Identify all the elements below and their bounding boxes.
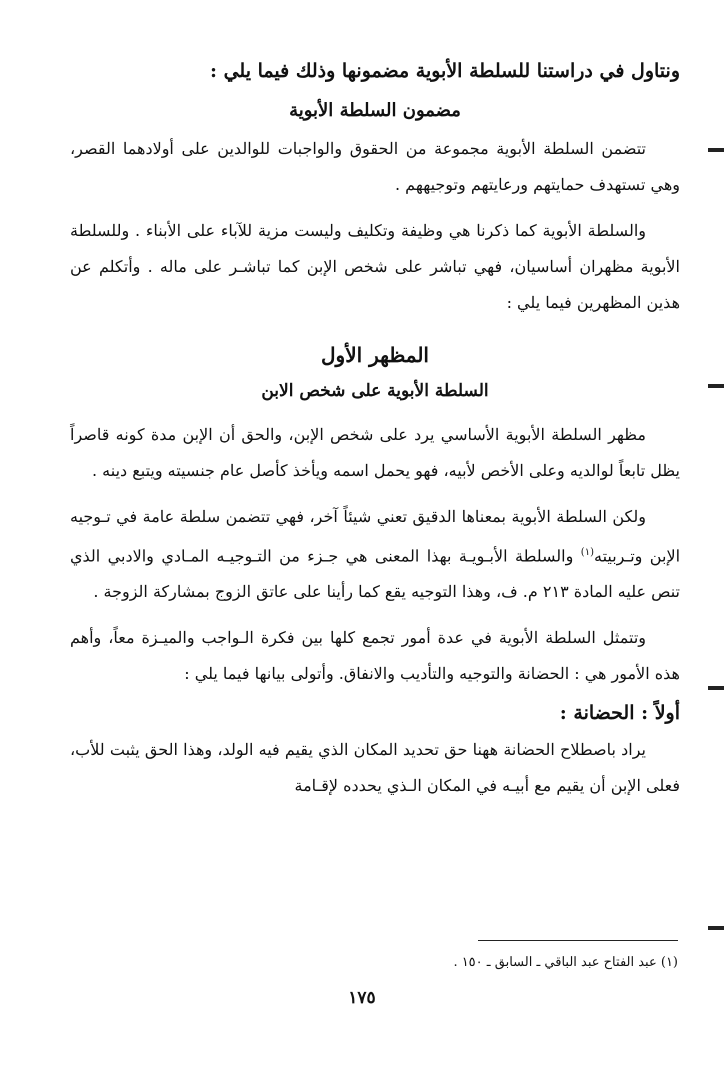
footnote: (١) عبد الفتاح عبد الباقي ـ السابق ـ ١٥٠ . [453, 955, 678, 970]
margin-mark [708, 686, 724, 690]
paragraph-4-part-2: والسلطة الأبـويـة بهذا المعنى هي جـزء من التـوجيـه المـادي والادبي الذي تنص عليه المادة ٢١٣ م. ف، وهذا التوجيه يقع كما رأينا على عاتق الزوج بمشاركة الزوجة . [70, 546, 680, 602]
paragraph-6: يراد باصطلاح الحضانة ههنا حق تحديد المكان الذي يقيم فيه الولد، وهذا الحق يثبت للأب، فعلى الإبن أن يقيم مع أبيـه في المكان الـذي يحدده لإقـامة [70, 740, 680, 796]
section-subtitle: السلطة الأبوية على شخص الابن [261, 381, 489, 401]
paragraph-4 [70, 499, 680, 610]
section-title-first-aspect: المظهر الأول [321, 343, 429, 367]
paragraph-3: مظهر السلطة الأبوية الأساسي يرد على شخص الإبن، والحق أن الإبن مدة كونه قاصراً يظل تابعاً لوالديه وعلى الأخص لأبيه، فهو يحمل اسمه ويأخذ كأصل عام جنسيته ويتبع دينه . [70, 425, 680, 480]
margin-mark [708, 384, 724, 388]
page-body [70, 60, 680, 814]
content-title: مضمون السلطة الأبوية [289, 100, 461, 121]
intro-line: ونتاول في دراستنا للسلطة الأبوية مضمونها وذلك فيما يلي : [209, 60, 680, 82]
page-number: ١٧٥ [348, 988, 376, 1008]
margin-mark [708, 926, 724, 930]
footnote-divider [478, 940, 678, 941]
paragraph-4-part-1: ولكن السلطة الأبوية بمعناها الدقيق تعني شيئاً آخر، فهي تتضمن سلطة عامة في تـوجيه الإبن وتـربيته [70, 507, 681, 566]
paragraph-5: وتتمثل السلطة الأبوية في عدة أمور تجمع كلها بين فكرة الـواجب والميـزة معاً، وأهم هذه الأمور هي : الحضانة والتوجيه والتأديب والانفاق. وأتولى بيانها فيما يلي : [70, 628, 680, 684]
paragraph-1: تتضمن السلطة الأبوية مجموعة من الحقوق والواجبات للوالدين على أولادهما القصر، وهي تستهدف حمايتهم ورعايتهم وتوجيههم . [70, 139, 680, 194]
subheading-custody: أولاً : الحضانة : [559, 702, 680, 725]
margin-mark [708, 148, 724, 152]
footnote-reference: (١) [580, 547, 594, 558]
paragraph-2: والسلطة الأبوية كما ذكرنا هي وظيفة وتكليف وليست مزية للآباء على الأبناء . وللسلطة الأبوية مظهران أساسيان، فهي تباشر على شخص الإبن كما تباشـر على ماله . وأتكلم عن هذين المظهرين فيما يلي : [70, 221, 680, 312]
